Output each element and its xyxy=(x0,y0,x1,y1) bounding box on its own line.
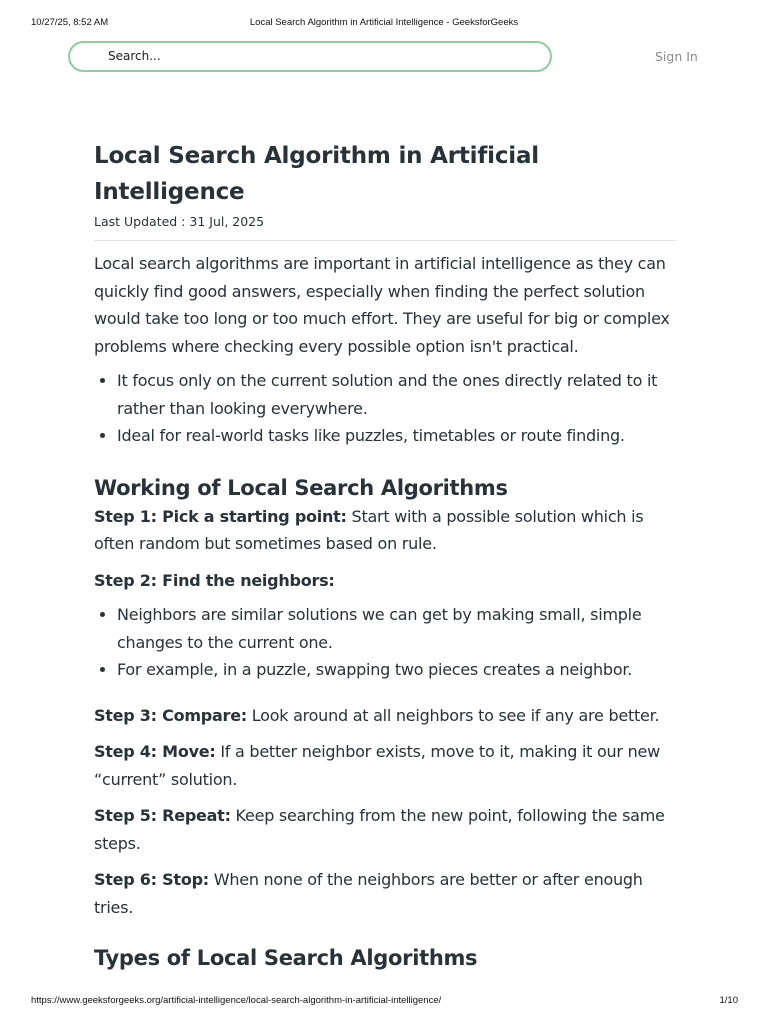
step-3 xyxy=(94,702,676,730)
step-1 xyxy=(94,503,676,558)
list-item: • For example, in a puzzle, swapping two pieces creates a neighbor. xyxy=(117,656,676,684)
step-text: Start with a possible solution which is often random but sometimes based on rule. xyxy=(94,506,644,553)
list-item: • Ideal for real-world tasks like puzzles, timetables or route finding. xyxy=(117,422,676,450)
print-document-title: Local Search Algorithm in Artificial Intelligence - GeeksforGeeks xyxy=(249,17,519,28)
step-label: Step 2: Find the neighbors: xyxy=(94,570,335,590)
search-input[interactable] xyxy=(108,49,508,63)
step-text: If a better neighbor exists, move to it, making it our new “current” solution. xyxy=(94,742,660,789)
step-label: Step 4: Move: xyxy=(94,742,216,761)
section-heading-working: Working of Local Search Algorithms xyxy=(94,475,508,500)
print-page-number: 1/10 xyxy=(719,995,738,1006)
page-title: Local Search Algorithm in Artificial Intelligence xyxy=(94,143,539,205)
step-2 xyxy=(94,567,676,595)
step-text: Look around at all neighbors to see if any are better. xyxy=(246,705,660,725)
step-4 xyxy=(94,738,676,793)
step-6 xyxy=(94,866,676,921)
intro-bullet-list xyxy=(94,367,676,450)
print-header xyxy=(0,0,768,26)
list-item: • It focus only on the current solution and the ones directly related to it rather than looking everywhere. xyxy=(117,367,676,422)
step-5 xyxy=(94,802,676,857)
step-label: Step 5: Repeat: xyxy=(94,806,231,825)
sign-in-link[interactable]: Sign In xyxy=(655,49,698,64)
title-divider xyxy=(94,240,676,241)
article xyxy=(94,138,676,973)
section-heading-types: Types of Local Search Algorithms xyxy=(94,946,478,970)
last-updated-date: Last Updated : 31 Jul, 2025 xyxy=(94,214,265,229)
list-item: • Neighbors are similar solutions we can get by making small, simple changes to the current one. xyxy=(117,601,676,656)
search-bar[interactable] xyxy=(68,41,552,72)
intro-paragraph: Local search algorithms are important in artificial intelligence as they can quickly find good answers, especially when finding the perfect solution would take too long or too much effort. They are useful for big or complex problems where checking every possible option isn't practical. xyxy=(94,254,670,356)
print-url: https://www.geeksforgeeks.org/artificial-intelligence/local-search-algorithm-in-artificial-intelligence/ xyxy=(31,995,442,1006)
step-text: Keep searching from the new point, following the same steps. xyxy=(94,806,665,853)
step-label: Step 6: Stop: xyxy=(94,870,209,889)
step-label: Step 1: Pick a starting point: xyxy=(94,506,347,526)
neighbor-bullet-list xyxy=(94,601,676,684)
print-timestamp: 10/27/25, 8:52 AM xyxy=(31,17,109,28)
step-label: Step 3: Compare: xyxy=(94,705,247,725)
step-text: When none of the neighbors are better or after enough tries. xyxy=(94,870,643,917)
